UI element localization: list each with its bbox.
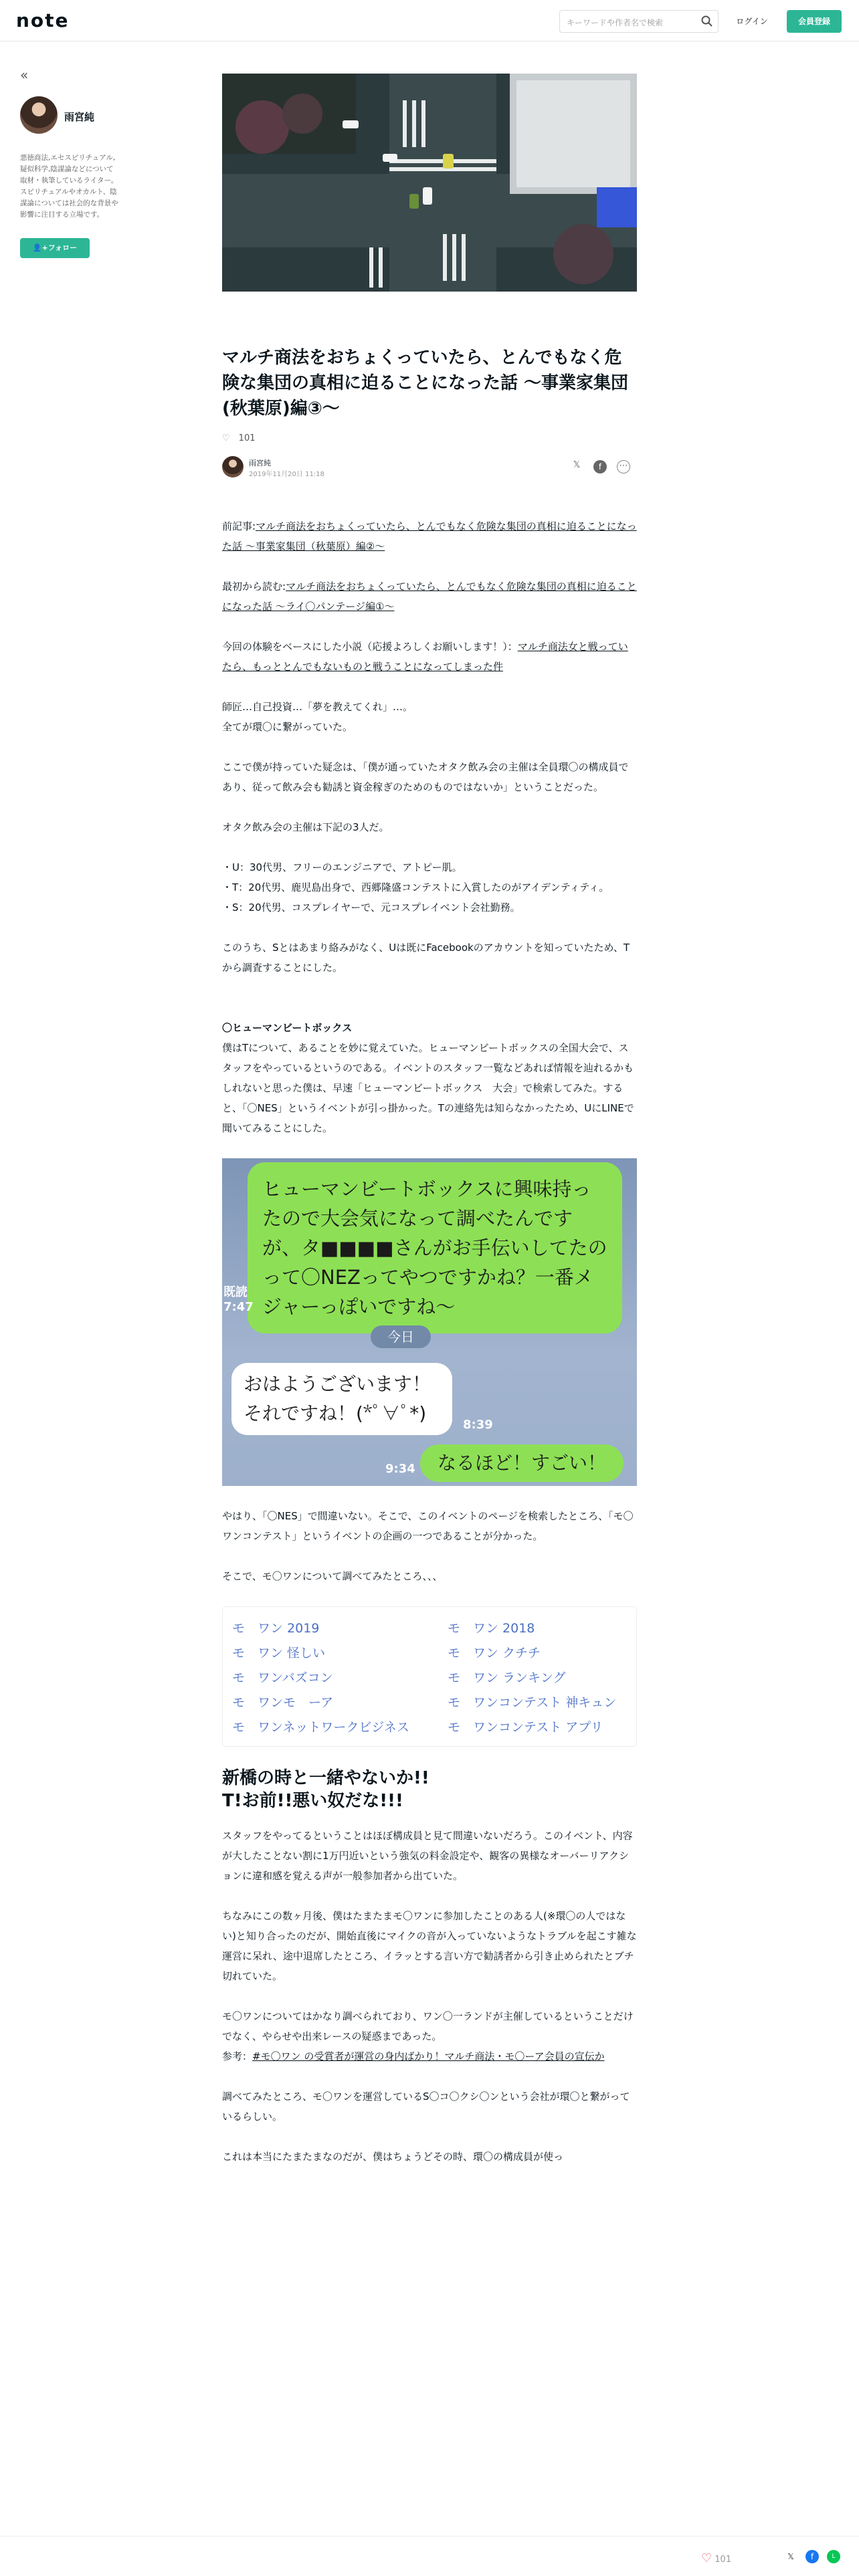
suggestion-item: モ ワンモ ーア: [232, 1695, 334, 1710]
paragraph: 最初から読む:マルチ商法をおちょくっていたら、とんでもなく危険な集団の真相に迫ることになった話 〜ライ〇パンテージ編①〜: [222, 580, 637, 613]
x-share-icon[interactable]: 𝕏: [573, 460, 581, 470]
novel-link[interactable]: マルチ商法女と戦っていたら、もっととんでもないものと戦うことになってしまった件: [222, 641, 628, 673]
suggestion-item: モ ワンネットワークビジネス: [232, 1720, 409, 1735]
search-placeholder: キーワードや作者名で検索: [567, 18, 664, 27]
author-avatar[interactable]: [222, 456, 244, 477]
paragraph: 前記事:マルチ商法をおちょくっていたら、とんでもなく危険な集団の真相に迫ることになった話 〜事業家集団（秋葉原）編②〜: [222, 520, 637, 552]
prev-article-link[interactable]: マルチ商法をおちょくっていたら、とんでもなく危険な集団の真相に迫ることになった話 〜事業家集団（秋葉原）編②〜: [222, 520, 637, 552]
site-header: [0, 0, 859, 41]
paragraph: そこで、モ〇ワンについて調べてみたところ、、、: [222, 1570, 443, 1582]
paragraph: スタッフをやってるということはほぼ構成員と見て間違いないだろう。このイベント、内容が大したことない割に1万円近いという強気の料金設定や、観客の異様なオーバーリアクションに違和感を覚える声が一般参加者から出ていた。: [222, 1830, 633, 1882]
paragraph: オタク飲み会の主催は下記の3人だ。: [222, 821, 389, 833]
note-logo[interactable]: note: [16, 9, 70, 31]
paragraph: ちなみにこの数ヶ月後、僕はたまたまモ〇ワンに参加したことのある人(※環〇の人ではない)と知り合ったのだが、開始直後にマイクの音が入っていないようなトラブルを起こす雑な運営に呆れ、途中退席したところ、イラッとする言い方で勧誘者から引き止められたとブチ切れていた。: [222, 1910, 637, 1982]
suggestion-item: モ ワン クチチ: [448, 1646, 541, 1660]
section-heading-large: 新橋の時と一緒やないか!! T!お前!!悪い奴だな!!!: [222, 1768, 430, 1811]
chat-bubble-sent: ヒューマンビートボックスに興味持ったので大会気になって調べたんですが、タ■■■■さんがお手伝いしてたのって〇NEZってやつですかね？一番メジャーっぽいですね〜: [248, 1162, 622, 1333]
signup-button[interactable]: 会員登録: [787, 10, 842, 33]
person-plus-icon: 👤+: [32, 243, 48, 252]
creator-name[interactable]: 雨宮純: [64, 111, 95, 123]
like-count[interactable]: ♡ 101: [222, 433, 256, 443]
paragraph: 僕はTについて、あることを妙に覚えていた。ヒューマンビートボックスの全国大会で、スタッフをやっているというのである。イベントのスタッフ一覧などあれば情報を辿れるかもしれないと思った僕は、早速「ヒューマンビートボックス 大会」で検索してみた。すると、「〇NES」というイベントが引っ掛かった。Tの連絡先は知らなかったため、UにLINEで聞いてみることにした。: [222, 1042, 634, 1134]
collapse-sidebar-icon[interactable]: «: [20, 67, 29, 83]
heart-icon[interactable]: ♡: [701, 2551, 712, 2565]
paragraph: 今回の体験をベースにした小説（応援よろしくお願いします！）：マルチ商法女と戦っていたら、もっととんでもないものと戦うことになってしまった件: [222, 641, 628, 673]
reference-link[interactable]: #モ〇ワン の受賞者が運営の身内ばかり！マルチ商法・モ〇ーア会員の宣伝か: [252, 2050, 605, 2062]
follow-label: フォロー: [47, 243, 78, 252]
floating-action-bar: [0, 2536, 859, 2576]
sent-time-2: 9:34: [385, 1462, 415, 1476]
x-share-icon[interactable]: 𝕏: [787, 2552, 794, 2561]
suggestion-item: モ ワン 2018: [448, 1621, 535, 1636]
suggestion-item: モ ワンバズコン: [232, 1671, 333, 1685]
suggestions-right: [448, 1616, 642, 1740]
line-share-icon[interactable]: L: [827, 2550, 840, 2563]
read-label: 既読: [223, 1285, 248, 1299]
footer-like[interactable]: ♡ 101: [701, 2551, 732, 2565]
author-name[interactable]: 雨宮純: [249, 459, 271, 467]
paragraph: ここで僕が持っていた疑念は、「僕が通っていたオタク飲み会の主催は全員環〇の構成員であり、従って飲み会も勧誘と資金稼ぎのためのものではないか」ということだった。: [222, 761, 629, 793]
publish-date: 2019年11月20日 11:18: [249, 471, 324, 478]
suggestions-left: [232, 1616, 426, 1740]
chat-bubble-received: おはようございます！ それですね！(*ﾟ∀ﾟ*): [231, 1363, 452, 1435]
search-input[interactable]: [559, 10, 719, 33]
paragraph: 調べてみたところ、モ〇ワンを運営しているS〇コ〇クシ〇ンという会社が環〇と繋がっているらしい。: [222, 2090, 630, 2123]
suggestion-item: モ ワン 2019: [232, 1621, 320, 1636]
paragraph: このうち、Sとはあまり絡みがなく、Uは既にFacebookのアカウントを知っていたため、Tから調査することにした。: [222, 942, 630, 974]
article-title: マルチ商法をおちょくっていたら、とんでもなく危険な集団の真相に迫ることになった話 〜事業家集団(秋葉原)編③〜: [222, 348, 629, 419]
first-article-link[interactable]: マルチ商法をおちょくっていたら、とんでもなく危険な集団の真相に迫ることになった話 〜ライ〇パンテージ編①〜: [222, 580, 637, 613]
suggestion-item: モ ワン 怪しい: [232, 1646, 326, 1660]
article: [222, 74, 637, 2187]
search-suggestions-image: [222, 1606, 637, 1747]
hero-image: [222, 74, 637, 292]
line-chat-screenshot: [222, 1158, 637, 1486]
creator-bio: 悪徳商法,エセスピリチュアル,疑似科学,陰謀論などについて取材・執筆しているライター。スピリチュアルやオカルト、陰謀論については社会的な背景や影響に注目する立場です。: [20, 154, 118, 219]
article-body: [222, 516, 637, 2167]
sent-time: 7:47: [223, 1300, 254, 1314]
suggestion-item: モ ワンコンテスト アプリ: [448, 1720, 603, 1735]
facebook-share-icon[interactable]: f: [593, 460, 607, 473]
paragraph: モ〇ワンについてはかなり調べられており、ワン〇一ランドが主催しているということだけでなく、やらせや出来レースの疑惑まであった。 参考：#モ〇ワン の受賞者が運営の身内ばかり！マルチ商法・モ〇ーア会員の宣伝か: [222, 2010, 634, 2062]
section-heading: 〇ヒューマンビートボックス: [222, 1022, 353, 1034]
hero-photo: [222, 74, 637, 292]
facebook-share-icon[interactable]: f: [805, 2550, 819, 2563]
date-separator: 今日: [371, 1325, 431, 1348]
paragraph: やはり、「〇NES」で間違いない。そこで、このイベントのページを検索したところ、「モ〇ワンコンテスト」というイベントの企画の一つであることが分かった。: [222, 1510, 634, 1542]
paragraph: 師匠…自己投資…「夢を教えてくれ」…。 全てが環〇に繋がっていた。: [222, 701, 413, 733]
follow-button[interactable]: [20, 238, 90, 258]
more-options-icon[interactable]: ⋯: [617, 460, 630, 473]
author-row: [222, 453, 637, 488]
suggestion-item: モ ワンコンテスト 神キュン: [448, 1695, 617, 1710]
creator-sidebar: [20, 67, 154, 252]
login-button[interactable]: ログイン: [736, 17, 768, 26]
received-time: 8:39: [463, 1418, 493, 1432]
avatar[interactable]: [20, 96, 58, 134]
paragraph: これは本当にたまたまなのだが、僕はちょうどその時、環〇の構成員が使っ: [222, 2151, 564, 2163]
search-icon[interactable]: [700, 15, 714, 28]
heart-icon[interactable]: ♡: [222, 433, 230, 443]
suggestion-item: モ ワン ランキング: [448, 1671, 566, 1685]
host-list: ・U：30代男、フリーのエンジニアで、アトピー肌。 ・T：20代男、鹿児島出身で、西郷隆盛コンテストに入賞したのがアイデンティティ。 ・S：20代男、コスプレイヤーで、元コスプレイベント会社勤務。: [222, 861, 609, 914]
chat-bubble-sent-2: なるほど！すごい！: [420, 1444, 624, 1482]
